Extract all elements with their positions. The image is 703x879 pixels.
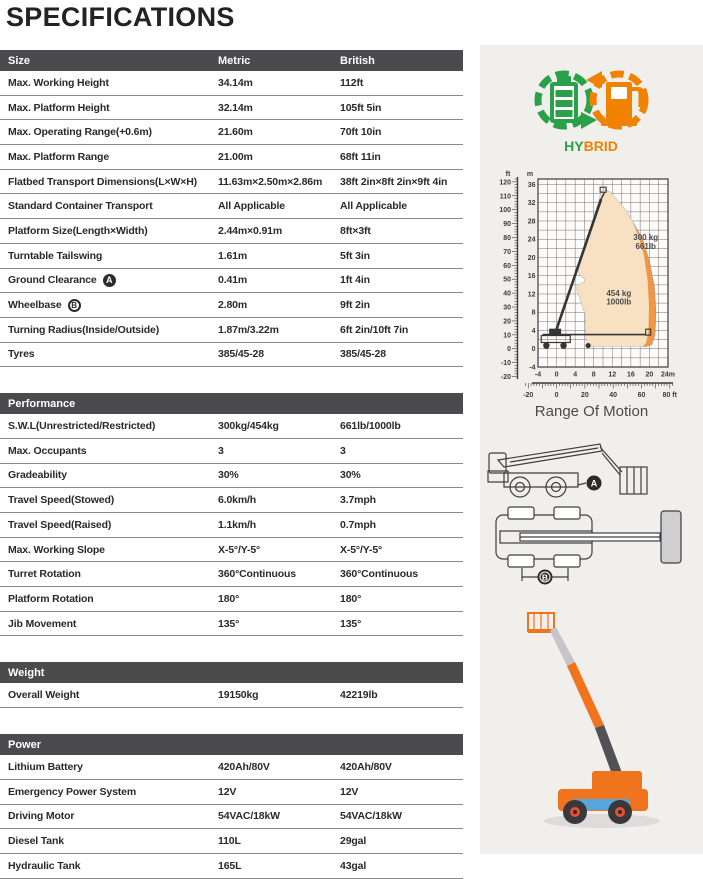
y-m-tick: 20 [527,254,536,262]
spec-label [0,568,218,580]
table-row [0,194,463,219]
y-ft-tick: 110 [499,193,511,201]
section-name: Size [8,54,31,67]
table-row [0,145,463,170]
table-row [0,293,463,318]
table-row [0,219,463,244]
product-photo [480,605,703,845]
y-m-tick: 8 [531,309,536,317]
spec-label-text: Travel Speed(Stowed) [8,494,115,507]
spec-label-text: Lithium Battery [8,760,83,773]
spec-label-text: Tyres [8,348,35,361]
spec-value-metric: 360°Continuous [218,568,296,581]
section-performance [0,393,463,636]
spec-value-metric: 19150kg [218,689,259,702]
load-label-lb-1: 1000lb [606,297,632,307]
spec-label [0,835,218,847]
spec-value-british: 360°Continuous [340,568,418,581]
spec-value-british: All Applicable [340,200,407,213]
spec-label-text: Turning Radius(Inside/Outside) [8,323,160,336]
badge-a-letter: A [590,478,598,489]
spec-label-text: Travel Speed(Raised) [8,518,112,531]
range-of-motion-chart [480,167,703,402]
ground-clearance-badge [587,476,602,491]
spec-label-text: Emergency Power System [8,785,137,798]
spec-value-metric: 2.80m [218,299,248,312]
spec-value-metric: 11.63m×2.50m×2.86m [218,175,323,188]
y-ft-unit: ft [505,171,511,178]
spec-label [0,250,218,262]
spec-label [0,151,218,163]
spec-label-text: Max. Working Height [8,76,109,89]
dimension-badge-b: B [68,299,81,312]
spec-label [0,618,218,630]
spec-value-british: 135° [340,617,362,630]
x-ft-tick: -20 [523,392,534,399]
hybrid-label-brid: BRID [583,138,618,154]
table-row [0,439,463,464]
spec-value-british: 12V [340,785,359,798]
table-row [0,513,463,538]
load-label-kg-1: 454 kg [606,288,632,298]
spec-label [0,519,218,531]
section-name: Performance [8,397,76,410]
y-ft-tick: 60 [503,262,511,270]
table-row [0,829,463,854]
table-row [0,488,463,513]
load-label-lb-0: 661lb [635,241,656,251]
machine-wheel [543,342,549,348]
section-header [0,662,463,683]
column-header-metric: Metric [218,54,251,67]
machine-wheel [560,342,566,348]
y-m-unit: m [526,171,534,178]
spec-label-text: Driving Motor [8,810,75,823]
spec-value-metric: 300kg/454kg [218,420,279,433]
spec-label [0,324,218,336]
y-m-tick: 36 [527,181,536,189]
spec-value-british: 3 [340,444,346,457]
spec-value-metric: 385/45-28 [218,348,264,361]
spec-value-metric: All Applicable [218,200,285,213]
spec-value-metric: 1.1km/h [218,518,257,531]
y-m-tick: 24 [527,236,536,244]
table-row [0,244,463,269]
spec-label-text: Max. Operating Range(+0.6m) [8,126,152,139]
spec-value-metric: 420Ah/80V [218,760,270,773]
y-m-tick: 12 [527,291,536,299]
spec-label-text: Diesel Tank [8,835,64,848]
spec-value-british: 112ft [340,76,364,89]
spec-label-text: Jib Movement [8,617,77,630]
spec-label [0,544,218,556]
spec-value-metric: 34.14m [218,76,253,89]
spec-value-metric: 12V [218,785,237,798]
section-power [0,734,463,878]
spec-label [0,77,218,89]
spec-value-british: 70ft 10in [340,126,382,139]
spec-value-british: 180° [340,592,362,605]
spec-label-text: Gradeability [8,469,67,482]
spec-value-british: X-5°/Y-5° [340,543,383,556]
spec-value-metric: 30% [218,469,239,482]
section-weight [0,662,463,708]
spec-label [0,299,218,312]
y-ft-tick: 30 [503,304,511,312]
table-row [0,464,463,489]
y-m-tick: -4 [529,364,536,372]
spec-value-metric: 135° [218,617,240,630]
y-ft-tick: 100 [499,207,511,215]
spec-value-metric: 0.41m [218,274,248,287]
spec-label [0,445,218,457]
column-header-british: British [340,54,375,67]
side-view-diagram [488,444,647,497]
spec-value-british: 9ft 2in [340,299,370,312]
x-ft-tick: 80 ft [662,392,677,399]
table-row [0,318,463,343]
spec-value-british: 0.7mph [340,518,376,531]
y-m-tick: 16 [527,273,536,281]
x-ft-tick: 20 [580,392,589,399]
chart-title: Range Of Motion [534,403,649,420]
spec-label-text: Max. Occupants [8,444,87,457]
spec-value-british: 8ft×3ft [340,224,371,237]
battery-icon [550,76,578,123]
spec-label-text: S.W.L(Unrestricted/Restricted) [8,420,156,433]
spec-value-metric: 2.44m×0.91m [218,224,283,237]
y-ft-tick: 10 [503,332,511,340]
boom-lift-illustration [528,613,648,824]
table-row [0,414,463,439]
spec-label [0,176,218,188]
spec-label-text: Wheelbase [8,299,62,312]
table-row [0,612,463,637]
spec-value-british: 420Ah/80V [340,760,392,773]
spec-value-metric: 54VAC/18kW [218,810,280,823]
x-m-tick: -4 [534,371,542,379]
table-row [0,269,463,294]
spec-label-text: Max. Platform Height [8,101,110,114]
y-ft-tick: 120 [499,179,511,187]
table-row [0,538,463,563]
dimension-diagrams [480,427,703,602]
spec-label [0,274,218,287]
spec-label [0,348,218,360]
dimension-badge-a: A [103,274,116,287]
x-ft-tick: 40 [609,392,618,399]
section-size [0,50,463,367]
spec-label-text: Turret Rotation [8,568,81,581]
x-ft-tick: 0 [554,392,559,399]
x-m-tick: 4 [573,371,578,379]
spec-label-text: Hydraulic Tank [8,859,81,872]
spec-value-metric: 3 [218,444,224,457]
x-m-tick: 0 [554,371,559,379]
section-header [0,734,463,755]
spec-label [0,810,218,822]
spec-value-british: 3.7mph [340,494,376,507]
table-row [0,683,463,708]
x-m-tick: 16 [626,371,635,379]
top-view-diagram [496,507,681,581]
spec-label-text: Max. Working Slope [8,543,105,556]
table-row [0,587,463,612]
spec-value-british: 29gal [340,835,367,848]
spec-label-text: Platform Size(Length×Width) [8,224,148,237]
spec-label [0,420,218,432]
y-m-tick: 28 [527,218,536,226]
section-header [0,50,463,71]
y-ft-tick: 70 [503,248,511,256]
spec-value-metric: 1.87m/3.22m [218,323,279,336]
spec-value-british: 30% [340,469,361,482]
spec-value-metric: 21.60m [218,126,253,139]
table-row [0,170,463,195]
spec-label [0,761,218,773]
spec-label [0,689,218,701]
y-ft-tick: 40 [503,290,511,298]
x-ft-tick: 60 [637,392,646,399]
x-m-tick: 20 [645,371,654,379]
table-row [0,854,463,879]
section-name: Power [8,738,42,751]
table-row [0,120,463,145]
spec-value-british: 42219lb [340,689,378,702]
y-ft-tick: 50 [503,276,511,284]
table-row [0,780,463,805]
spec-label [0,593,218,605]
y-ft-tick: 0 [507,346,511,354]
right-panel [480,45,703,854]
y-ft-tick: 80 [503,234,511,242]
machine-wheel [586,343,591,348]
wheelbase-badge [538,570,553,585]
spec-value-metric: X-5°/Y-5° [218,543,261,556]
spec-value-british: 38ft 2in×8ft 2in×9ft 4in [340,175,448,188]
page-title: SPECIFICATIONS [6,2,235,32]
spec-table [0,50,463,879]
spec-value-british: 6ft 2in/10ft 7in [340,323,409,336]
spec-value-metric: 165L [218,859,242,872]
spec-value-metric: 21.00m [218,150,253,163]
table-row [0,96,463,121]
x-m-tick: 12 [608,371,617,379]
hybrid-logo [480,45,703,165]
y-ft-tick: -10 [500,360,511,368]
y-m-tick: 32 [527,200,536,208]
spec-label [0,494,218,506]
spec-label [0,200,218,212]
spec-value-british: 385/45-28 [340,348,386,361]
spec-value-british: 68ft 11in [340,150,381,163]
table-row [0,805,463,830]
badge-b-letter: B [541,572,549,583]
spec-value-british: 105ft 5in [340,101,382,114]
spec-label [0,225,218,237]
spec-label [0,786,218,798]
spec-value-metric: 110L [218,835,241,848]
table-row [0,755,463,780]
y-m-tick: 0 [531,346,536,354]
y-ft-tick: 90 [503,221,511,229]
spec-label-text: Standard Container Transport [8,200,153,213]
y-ft-tick: -20 [500,374,511,382]
spec-value-metric: 6.0km/h [218,494,257,507]
table-row [0,343,463,368]
spec-value-british: 661lb/1000lb [340,420,401,433]
hybrid-label-hy: HY [564,138,584,154]
table-row [0,562,463,587]
spec-label-text: Overall Weight [8,689,80,702]
table-row [0,71,463,96]
spec-label [0,102,218,114]
spec-label [0,860,218,872]
spec-label-text: Turntable Tailswing [8,249,103,262]
x-m-tick: 8 [591,371,596,379]
spec-value-british: 5ft 3in [340,249,370,262]
spec-label-text: Platform Rotation [8,592,94,605]
spec-label-text: Flatbed Transport Dimensions(L×W×H) [8,175,198,188]
spec-label [0,469,218,481]
spec-label-text: Max. Platform Range [8,150,110,163]
spec-value-british: 43gal [340,859,367,872]
section-name: Weight [8,666,45,679]
hybrid-label [564,138,618,154]
load-label-kg-0: 300 kg [633,233,659,243]
spec-value-metric: 180° [218,592,240,605]
spec-label [0,126,218,138]
spec-value-metric: 32.14m [218,101,253,114]
section-header [0,393,463,414]
y-m-tick: 4 [531,327,536,335]
spec-value-metric: 1.61m [218,249,248,262]
y-ft-tick: 20 [503,318,511,326]
spec-value-british: 54VAC/18kW [340,810,402,823]
x-m-tick: 24m [660,371,676,379]
spec-value-british: 1ft 4in [340,274,370,287]
spec-label-text: Ground Clearance [8,274,97,287]
